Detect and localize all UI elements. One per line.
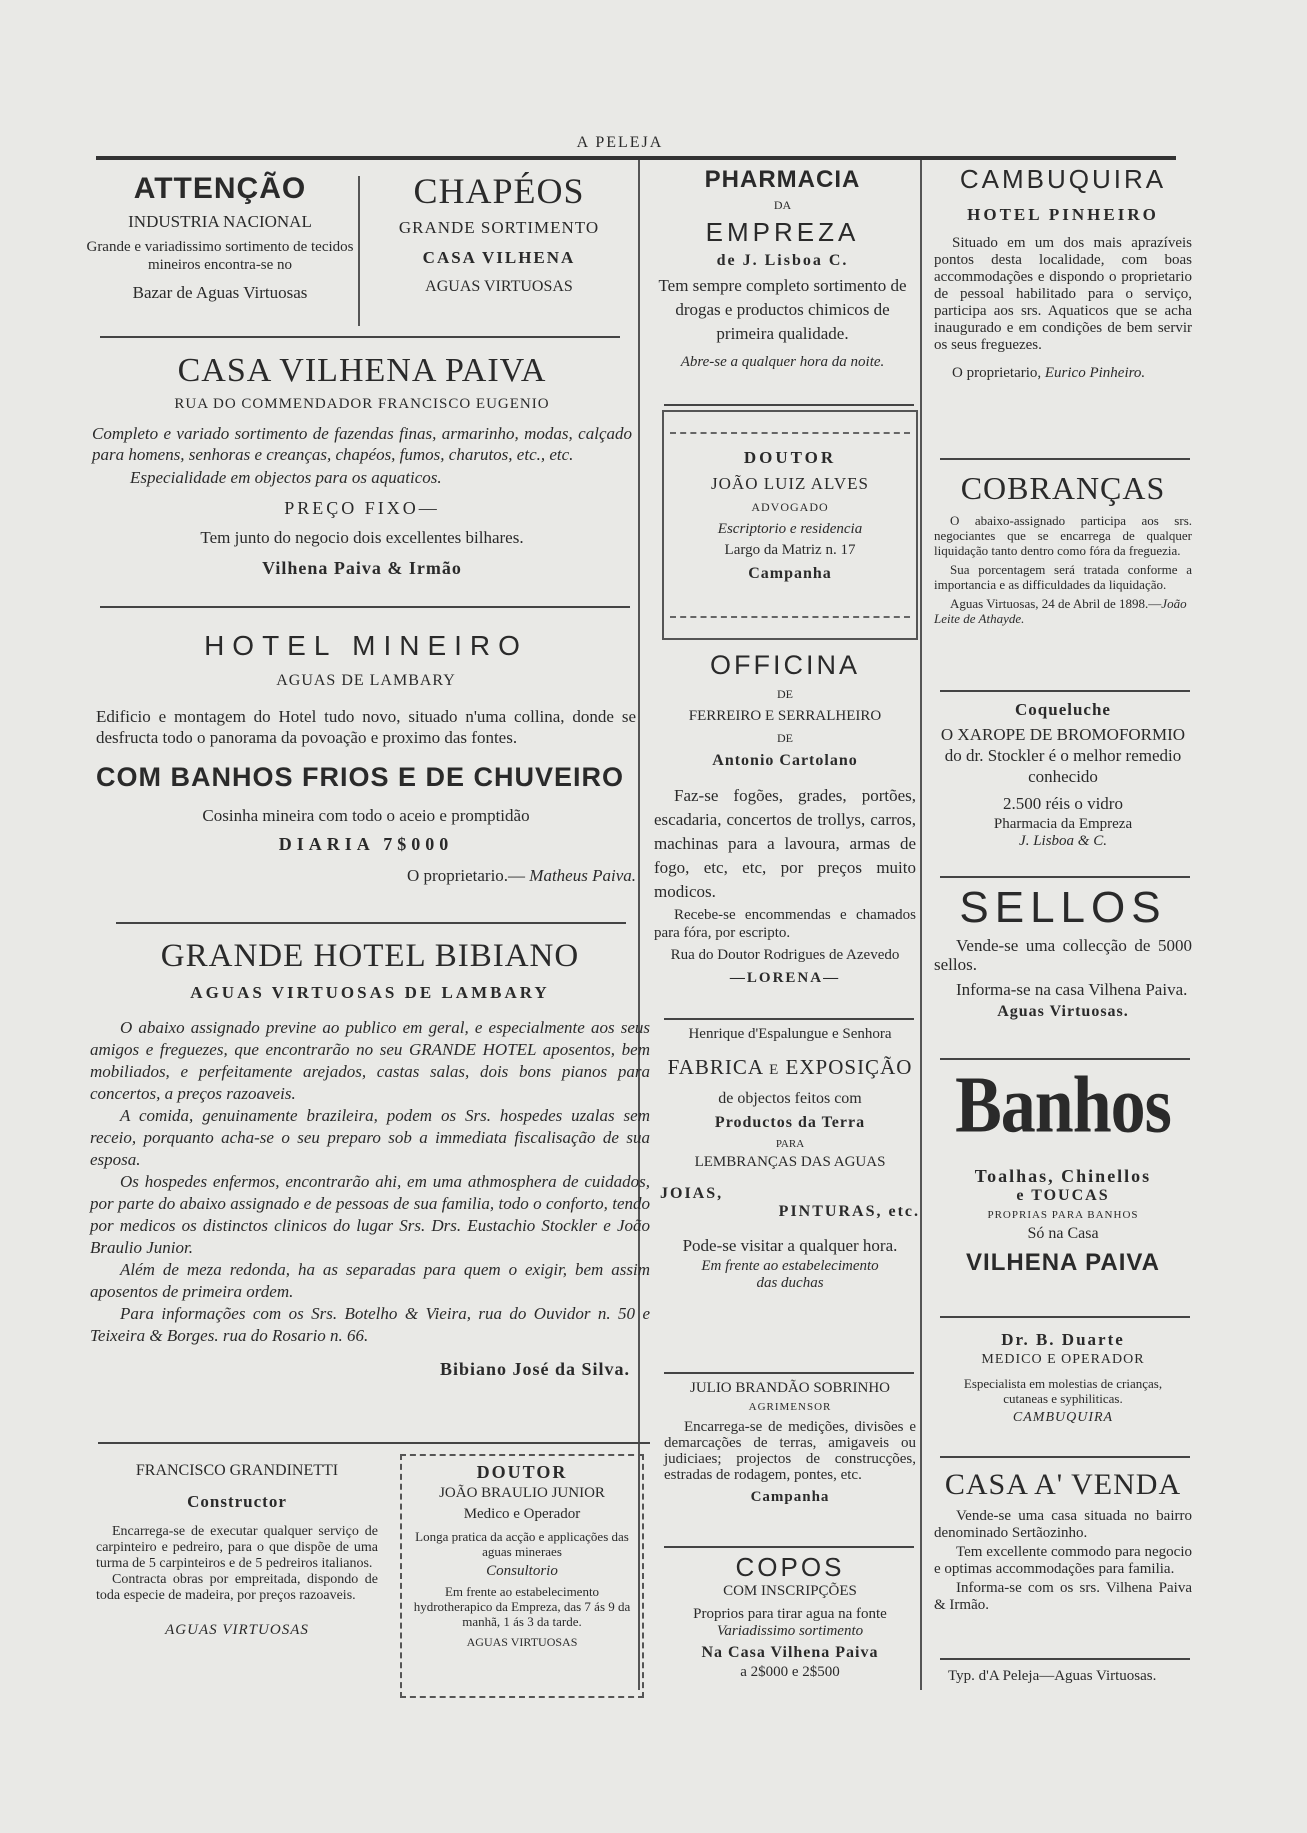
cvp-address: RUA DO COMMENDADOR FRANCISCO EUGENIO: [174, 396, 550, 412]
chapeos-subtitle: GRANDE SORTIMENTO: [398, 218, 600, 237]
francisco-place: AGUAS VIRTUOSAS: [165, 1622, 309, 1638]
fabrica-visit: Pode-se visitar a qualquer hora.: [682, 1236, 898, 1255]
joao-luiz-city: Campanha: [748, 565, 832, 582]
hotel-mineiro-title: HOTEL MINEIRO: [204, 630, 528, 661]
fabrica-pinturas: PINTURAS, etc.: [778, 1203, 920, 1220]
fabrica-joias: JOIAS,: [660, 1185, 724, 1202]
header-rule: [96, 156, 1176, 160]
fabrica-header: Henrique d'Espalungue e Senhora: [688, 1026, 892, 1042]
hotel-mineiro-ad: [96, 630, 636, 886]
pharmacia-hours: Abre-se a qualquer hora da noite.: [680, 354, 885, 370]
officina-address: Rua do Doutor Rodrigues de Azevedo: [670, 947, 900, 963]
sellos-p1: Vende-se uma collecção de 5000 sellos.: [934, 936, 1192, 974]
fabrica-para: PARA: [775, 1138, 805, 1150]
duarte-role: MEDICO E OPERADOR: [981, 1352, 1145, 1367]
cobrancas-p2: Sua porcentagem será tratada conforme a importancia e as difficuldades da liquidação.: [934, 562, 1192, 592]
fabrica-location: Em frente ao estabelecimento das duchas: [701, 1258, 879, 1291]
francisco-role: Constructor: [187, 1492, 287, 1511]
rule: [940, 1316, 1190, 1318]
grande-hotel-p5: Para informações com os Srs. Botelho & Vieira, rua do Ouvidor n. 50 e Teixeira & Borges. rua do Rosario n. 66.: [90, 1304, 650, 1345]
ornament-rule: [670, 616, 910, 618]
officina-de2: DE: [777, 731, 793, 745]
sellos-place: Aguas Virtuosas.: [997, 1003, 1129, 1020]
fabrica-p2: Productos da Terra: [714, 1114, 866, 1131]
cambuquira-title: CAMBUQUIRA: [959, 164, 1167, 194]
cambuquira-body: Situado em um dos mais aprazíveis pontos desta localidade, com boas accommodações e dispondo o proprietario de pessoal habilitado para o serviço, participa aos srs. Aquaticos que se acha inaugurado e em condições de bem servir os seus freguezes.: [934, 235, 1192, 353]
officina-de1: DE: [777, 687, 793, 701]
cvp-price: PREÇO FIXO—: [284, 498, 440, 518]
braulio-consult: Consultorio: [486, 1563, 558, 1579]
officina-body: Faz-se fogões, grades, portões, escadaria, concertos de trollys, carros, machinas para a lavoura, armas de fogo, etc, etc, por preços muito modicos.: [654, 786, 916, 901]
rule: [940, 1456, 1190, 1458]
coqueluche-ad: [934, 700, 1192, 850]
rule: [664, 404, 914, 406]
cvp-body: Completo e variado sortimento de fazendas finas, armarinho, modas, calçado para homens, senhoras e creanças, chapéos, fumos, charutos, etc., etc.: [92, 424, 632, 464]
sellos-ad: [934, 884, 1192, 1021]
duarte-place: CAMBUQUIRA: [1012, 1410, 1114, 1425]
rule: [940, 876, 1190, 878]
cambuquira-ad: [934, 164, 1192, 382]
hotel-mineiro-kitchen: Cosinha mineira com todo o aceio e promptidão: [202, 806, 530, 825]
copos-p2: Variadissimo sortimento: [716, 1623, 864, 1639]
officina-orders: Recebe-se encommendas e chamados para fóra, por escripto.: [654, 907, 916, 941]
copos-p1: Proprios para tirar agua na fonte: [693, 1606, 887, 1622]
julio-body: Encarrega-se de medições, divisões e demarcações de terras, amigaveis ou judiciaes; projectos de construcções, estradas de rodagem, pontes, etc.: [664, 1419, 916, 1483]
chapeos-ad: [368, 170, 630, 296]
grande-hotel-title: GRANDE HOTEL BIBIANO: [160, 938, 580, 974]
hotel-mineiro-rate: DIARIA 7$000: [278, 834, 454, 854]
julio-role: AGRIMENSOR: [748, 1401, 832, 1413]
cvp-specialty: Especialidade em objectos para os aquaticos.: [130, 468, 442, 487]
chapeos-place: AGUAS VIRTUOSAS: [425, 278, 573, 295]
column-rule: [358, 176, 360, 326]
imprint: Typ. d'A Peleja—Aguas Virtuosas.: [948, 1668, 1157, 1684]
sellos-p2: Informa-se na casa Vilhena Paiva.: [956, 980, 1188, 999]
attencao-title: ATTENÇÃO: [133, 172, 307, 205]
copos-subtitle: COM INSCRIPÇÕES: [723, 1583, 857, 1599]
francisco-p1: Encarrega-se de executar qualquer serviço de carpinteiro e pedreiro, para o que dispõe de uma turma de 5 carpinteiros e de 5 pedreiros italianos.: [96, 1524, 378, 1571]
cvp-billiards: Tem junto do negocio dois excellentes bilhares.: [200, 528, 524, 547]
cobrancas-signature: João Leite de Athayde.: [934, 596, 1187, 626]
cvp-title: CASA VILHENA PAIVA: [177, 352, 547, 389]
pharmacia-owner: de J. Lisboa C.: [716, 252, 849, 269]
grande-hotel-p2: A comida, genuinamente brazileira, podem os Srs. hospedes uzalas sem receio, porquanto acha-se o seu preparo sob a immediata fiscalisação de sua esposa.: [90, 1106, 650, 1169]
officina-city: —LORENA—: [729, 970, 841, 986]
banhos-only: Só na Casa: [1027, 1225, 1099, 1242]
cambuquira-owner: Eurico Pinheiro.: [1044, 365, 1146, 381]
attencao-ad: [86, 172, 354, 303]
cobrancas-ad: [934, 470, 1192, 626]
rule: [664, 1546, 914, 1548]
copos-title: COPOS: [735, 1552, 845, 1582]
officina-owner: Antonio Cartolano: [712, 752, 858, 769]
pharmacia-da: DA: [773, 198, 792, 212]
cobrancas-place: Aguas Virtuosas, 24 de Abril de 1898.—: [950, 596, 1162, 611]
rule: [940, 690, 1190, 692]
hotel-mineiro-body: Edificio e montagem do Hotel tudo novo, situado n'uma collina, donde se desfructa todo o panorama da povoação e proximo das fontes.: [96, 707, 636, 747]
cvp-firm: Vilhena Paiva & Irmão: [262, 558, 462, 578]
pharmacia-name: EMPREZA: [705, 217, 860, 247]
pharmacia-body: Tem sempre completo sortimento de drogas e productos chimicos de primeira qualidade.: [658, 276, 907, 343]
rule: [940, 1658, 1190, 1660]
joao-luiz-title: DOUTOR: [743, 448, 837, 467]
banhos-shop: VILHENA PAIVA: [966, 1249, 1160, 1276]
casa-venda-ad: [934, 1468, 1192, 1614]
casa-venda-title: CASA A' VENDA: [944, 1468, 1182, 1501]
newspaper-title: A PELEJA: [576, 134, 664, 151]
officina-trade: FERREIRO E SERRALHEIRO: [688, 708, 882, 724]
dr-duarte-ad: [934, 1330, 1192, 1426]
pharmacia-ad: [650, 166, 915, 371]
braulio-role: Medico e Operador: [463, 1506, 581, 1522]
pharmacia-title: PHARMACIA: [704, 166, 861, 193]
attencao-footer: Bazar de Aguas Virtuosas: [132, 283, 308, 302]
cobrancas-title: COBRANÇAS: [960, 470, 1166, 506]
rule: [98, 1442, 650, 1444]
braulio-p2: Em frente ao estabelecimento hydrotherapico da Empreza, das 7 ás 9 da manhã, 1 ás 3 da tarde.: [413, 1584, 631, 1629]
sellos-title: SELLOS: [959, 883, 1167, 932]
casa-venda-p1: Vende-se uma casa situada no bairro denominado Sertãozinho.: [934, 1508, 1192, 1541]
braulio-place: AGUAS VIRTUOSAS: [466, 1635, 578, 1649]
julio-city: Campanha: [750, 1489, 830, 1505]
braulio-name: JOÃO BRAULIO JUNIOR: [439, 1485, 605, 1501]
officina-ad: [654, 650, 916, 987]
coqueluche-seller: Pharmacia da Empreza: [993, 816, 1133, 832]
chapeos-title: CHAPÉOS: [413, 171, 585, 211]
rule: [116, 922, 626, 924]
julio-title: JULIO BRANDÃO SOBRINHO: [689, 1380, 890, 1396]
rule: [664, 1018, 914, 1020]
coqueluche-owner: J. Lisboa & C.: [1019, 833, 1107, 849]
banhos-items2: e TOUCAS: [1016, 1187, 1110, 1204]
copos-shop: Na Casa Vilhena Paiva: [701, 1644, 879, 1661]
francisco-ad: [96, 1462, 378, 1639]
attencao-body: Grande e variadissimo sortimento de tecidos mineiros encontra-se no: [86, 239, 354, 273]
casa-venda-p3: Informa-se com os srs. Vilhena Paiva & Irmão.: [934, 1580, 1192, 1613]
grande-hotel-p4: Além de meza redonda, ha as separadas para quem o exigir, bem assim aposentos de primeira ordem.: [90, 1260, 650, 1301]
coqueluche-title: Coqueluche: [1015, 700, 1111, 719]
banhos-ad: [934, 1061, 1192, 1277]
rule: [100, 336, 620, 338]
copos-price: a 2$000 e 2$500: [740, 1664, 840, 1680]
joao-luiz-office: Escriptorio e residencia: [717, 521, 863, 537]
hotel-mineiro-banner: COM BANHOS FRIOS E DE CHUVEIRO: [96, 762, 625, 792]
grande-hotel-signature: Bibiano José da Silva.: [439, 1359, 630, 1379]
hotel-mineiro-owner-label: O proprietario.—: [407, 866, 526, 885]
officina-title: OFFICINA: [710, 650, 860, 680]
rule: [664, 1372, 914, 1374]
rule: [100, 606, 630, 608]
banhos-items: Toalhas, Chinellos: [974, 1166, 1152, 1186]
cambuquira-owner-label: O proprietario,: [952, 365, 1042, 381]
hotel-mineiro-place: AGUAS DE LAMBARY: [276, 672, 456, 689]
column-rule: [920, 160, 922, 1690]
grande-hotel-p3: Os hospedes enfermos, encontrarão ahi, em uma athmosphera de cuidados, por parte do abaixo assignado e de pessoas de sua familia, todo o conforto, tendo por medicos os distinctos clinicos do lugar Srs. Drs. Eustachio Stockler e João Braulio Junior.: [90, 1172, 650, 1257]
chapeos-shop: CASA VILHENA: [422, 248, 576, 267]
ornament-rule: [670, 432, 910, 434]
braulio-title: DOUTOR: [476, 1462, 568, 1482]
grande-hotel-p1: O abaixo assignado previne ao publico em geral, e especialmente aos seus amigos e freguezes, que encontrarão no seu GRANDE HOTEL aposentos, bem mobiliados, e perfeitamente arejados, castas salas, dois bons pianos para concertos, a preços razoaveis.: [90, 1018, 650, 1103]
grande-hotel-subtitle: AGUAS VIRTUOSAS DE LAMBARY: [190, 983, 550, 1002]
duarte-body: Especialista em molestias de crianças, cutaneas e syphiliticas.: [963, 1376, 1163, 1406]
joao-luiz-name: JOÃO LUIZ ALVES: [711, 474, 869, 493]
fabrica-p1: de objectos feitos com: [718, 1090, 862, 1107]
julio-ad: [664, 1380, 916, 1506]
fabrica-ad: [660, 1026, 920, 1292]
cambuquira-hotel: HOTEL PINHEIRO: [967, 205, 1159, 224]
duarte-title: Dr. B. Duarte: [1001, 1330, 1125, 1349]
rule: [940, 458, 1190, 460]
grande-hotel-ad: [90, 938, 650, 1380]
francisco-title: FRANCISCO GRANDINETTI: [135, 1462, 339, 1479]
joao-luiz-role: ADVOGADO: [751, 500, 829, 514]
coqueluche-price: 2.500 réis o vidro: [1003, 794, 1123, 813]
copos-ad: [664, 1552, 916, 1681]
cobrancas-p1: O abaixo-assignado participa aos srs. negociantes que se encarrega de qualquer liquidação tanto dentro como fóra da freguezia.: [934, 513, 1192, 558]
casa-vilhena-paiva-ad: [92, 352, 632, 579]
francisco-p2: Contracta obras por empreitada, dispondo de toda especie de madeira, por preços razoaveis.: [96, 1572, 378, 1603]
coqueluche-p1: O XAROPE DE BROMOFORMIO do dr. Stockler é o melhor remedio conhecido: [940, 725, 1186, 786]
joao-luiz-address: Largo da Matriz n. 17: [724, 542, 856, 558]
braulio-p1: Longa pratica da acção e applicações das aguas mineraes: [415, 1529, 629, 1559]
fabrica-p3: LEMBRANÇAS DAS AGUAS: [694, 1154, 886, 1170]
banhos-title: Banhos: [955, 1061, 1171, 1150]
doutor-joao-luiz-ad: [662, 410, 918, 640]
doutor-braulio-ad: [400, 1454, 644, 1698]
attencao-subtitle: INDUSTRIA NACIONAL: [128, 212, 312, 231]
fabrica-title: FABRICA e EXPOSIÇÃO: [667, 1055, 913, 1079]
casa-venda-p2: Tem excellente commodo para negocio e optimas accommodações para familia.: [934, 1544, 1192, 1577]
hotel-mineiro-owner: Matheus Paiva.: [529, 866, 636, 885]
banhos-proper: PROPRIAS PARA BANHOS: [987, 1209, 1139, 1221]
